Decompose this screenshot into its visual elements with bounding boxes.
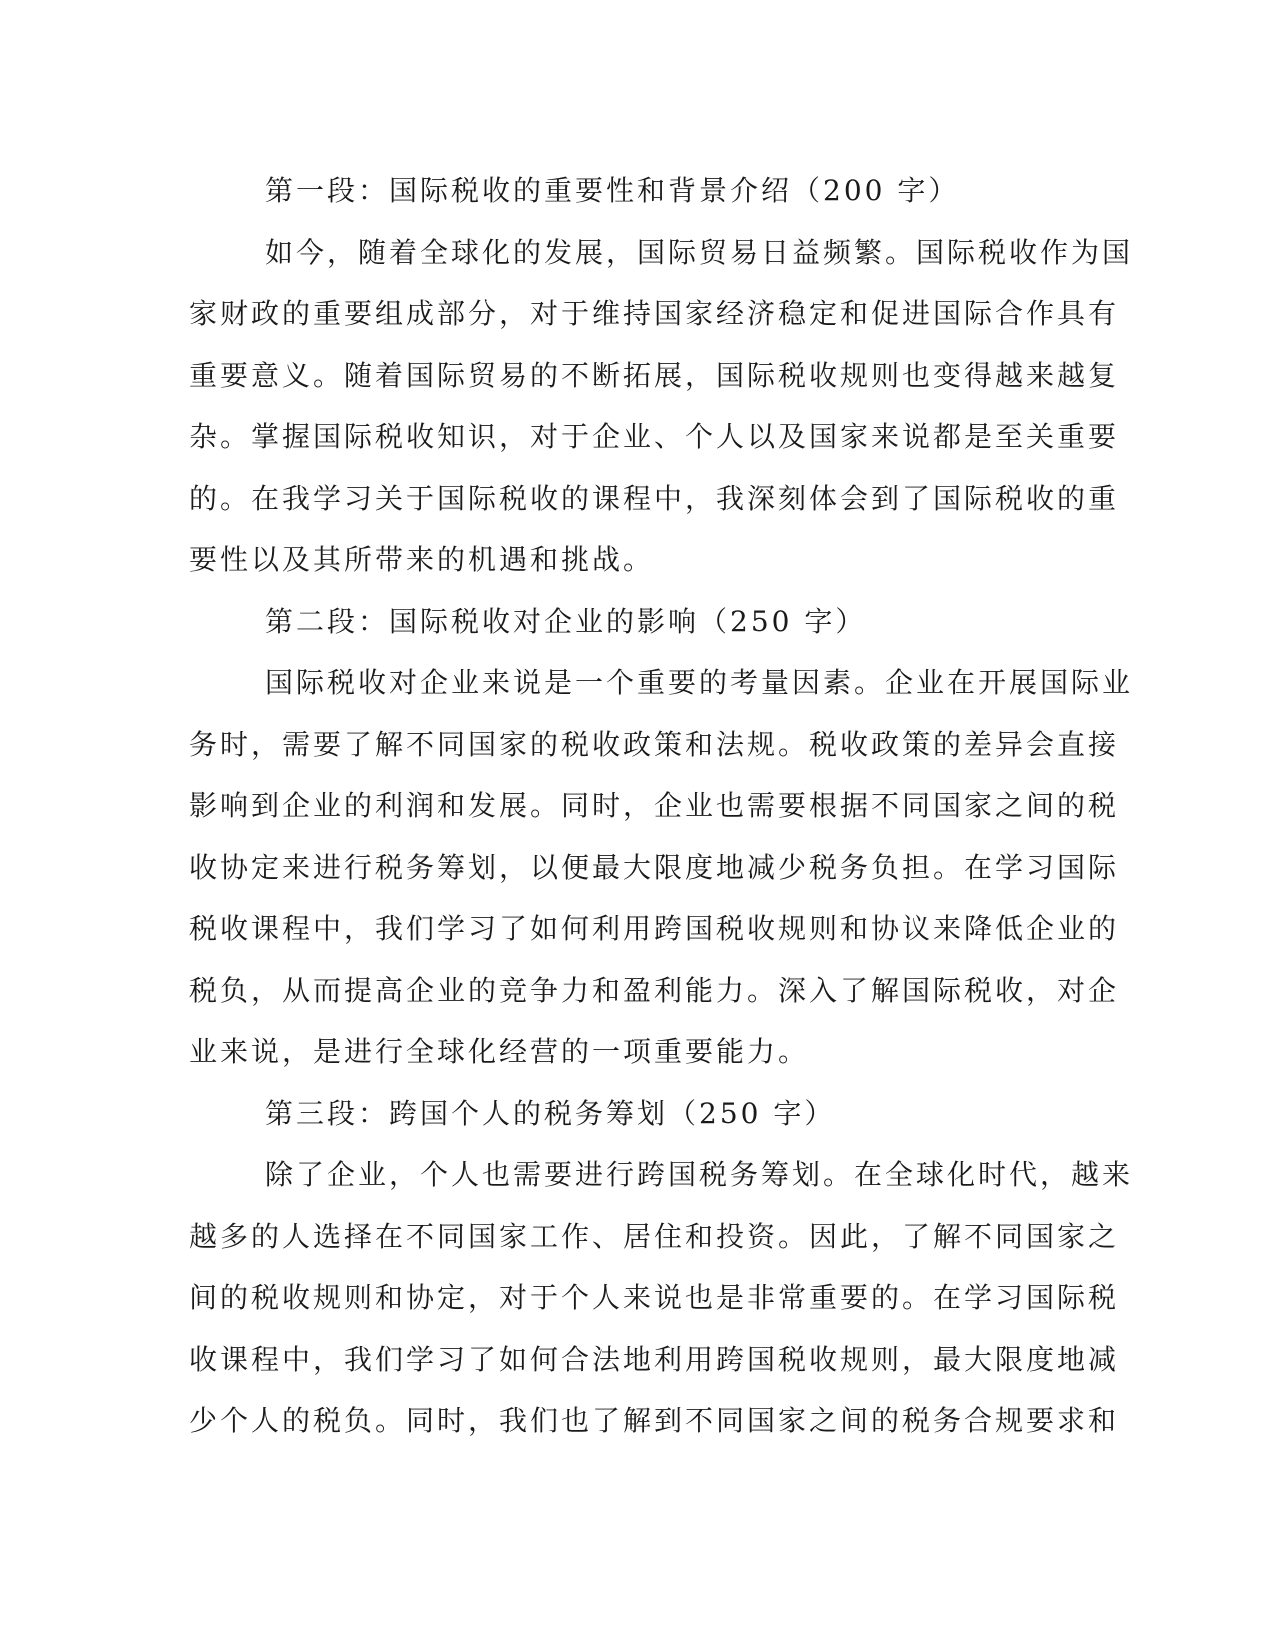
paragraph-line: 业来说，是进行全球化经营的一项重要能力。: [189, 1035, 810, 1068]
paragraph-line: 除了企业，个人也需要进行跨国税务筹划。在全球化时代，越来: [265, 1158, 1134, 1191]
paragraph-line: 的。在我学习关于国际税收的课程中，我深刻体会到了国际税收的重: [189, 481, 1120, 515]
section-heading-1: 第一段：国际税收的重要性和背景介绍（200 字）: [265, 174, 960, 207]
section-heading-3: 第三段：跨国个人的税务筹划（250 字）: [265, 1096, 836, 1130]
section-heading-2: 第二段：国际税收对企业的影响（250 字）: [265, 604, 867, 638]
paragraph-line: 税负，从而提高企业的竞争力和盈利能力。深入了解国际税收，对企: [189, 973, 1120, 1007]
paragraph-line: 要性以及其所带来的机遇和挑战。: [189, 543, 655, 576]
paragraph-line: 收协定来进行税务筹划，以便最大限度地减少税务负担。在学习国际: [189, 850, 1120, 884]
paragraph-line: 重要意义。随着国际贸易的不断拓展，国际税收规则也变得越来越复: [189, 358, 1120, 392]
paragraph-line: 国际税收对企业来说是一个重要的考量因素。企业在开展国际业: [265, 666, 1134, 699]
paragraph-line: 务时，需要了解不同国家的税收政策和法规。税收政策的差异会直接: [189, 727, 1120, 761]
paragraph-line: 间的税收规则和协定，对于个人来说也是非常重要的。在学习国际税: [189, 1281, 1120, 1314]
paragraph-line: 越多的人选择在不同国家工作、居住和投资。因此，了解不同国家之: [189, 1219, 1120, 1253]
paragraph-line: 收课程中，我们学习了如何合法地利用跨国税收规则，最大限度地减: [189, 1342, 1120, 1376]
paragraph-line: 如今，随着全球化的发展，国际贸易日益频繁。国际税收作为国: [265, 235, 1134, 269]
paragraph-line: 家财政的重要组成部分，对于维持国家经济稳定和促进国际合作具有: [189, 297, 1120, 330]
paragraph-line: 少个人的税负。同时，我们也了解到不同国家之间的税务合规要求和: [189, 1404, 1120, 1437]
paragraph-line: 杂。掌握国际税收知识，对于企业、个人以及国家来说都是至关重要: [189, 420, 1120, 453]
paragraph-line: 影响到企业的利润和发展。同时，企业也需要根据不同国家之间的税: [189, 789, 1120, 822]
document-body: [189, 160, 1134, 1452]
paragraph-line: 税收课程中，我们学习了如何利用跨国税收规则和协议来降低企业的: [189, 912, 1120, 945]
